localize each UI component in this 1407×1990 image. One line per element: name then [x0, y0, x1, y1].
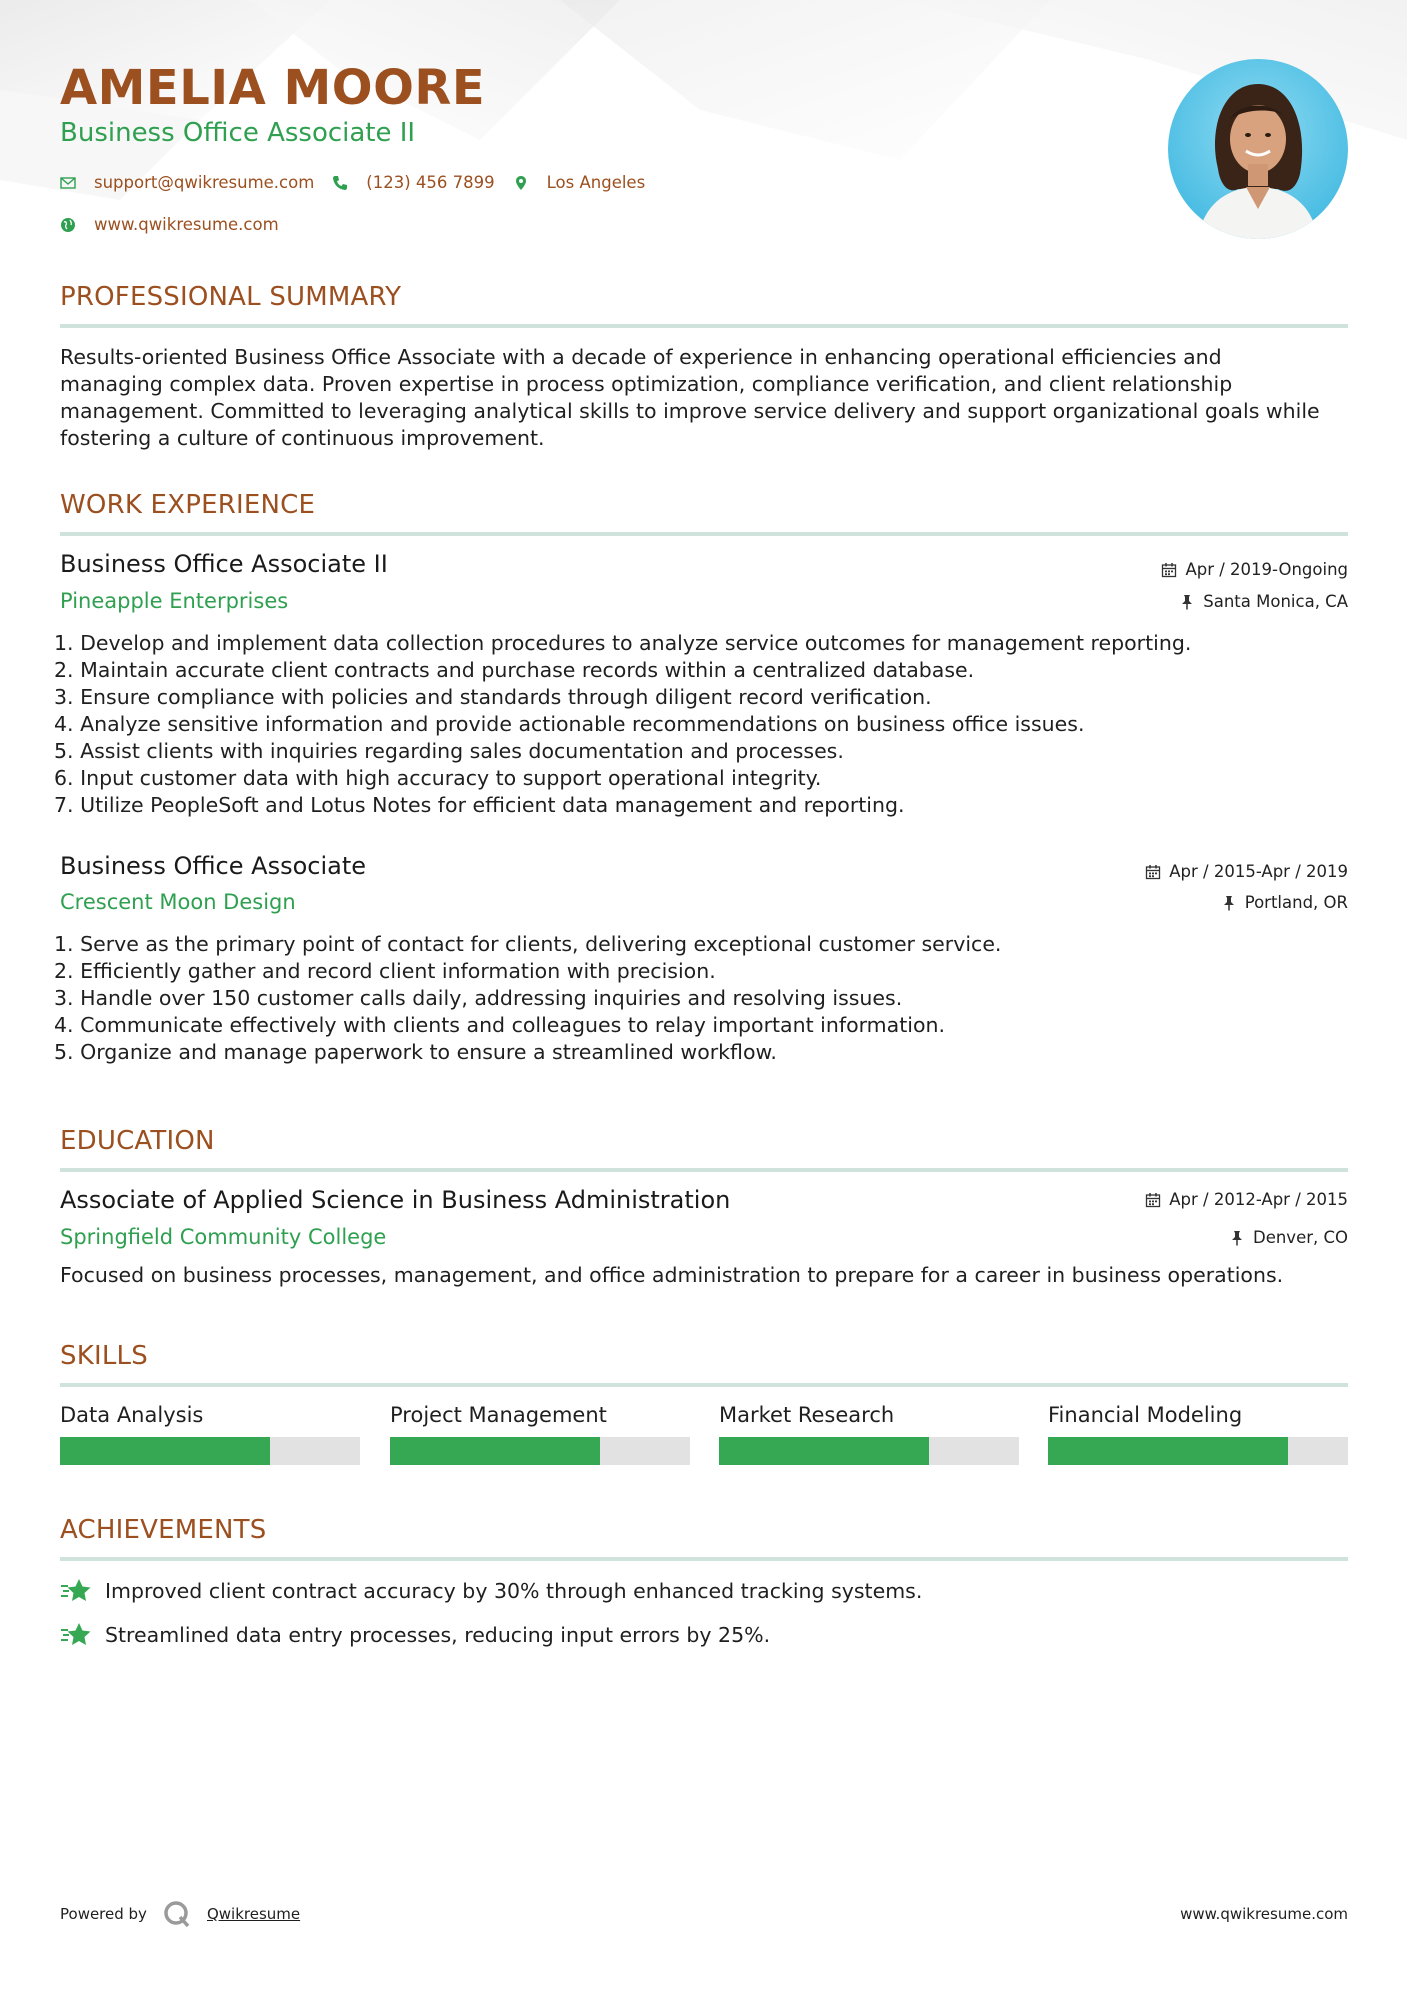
education-degree: Associate of Applied Science in Business Administration [60, 1186, 731, 1214]
job-location-text: Santa Monica, CA [1203, 592, 1348, 611]
job-responsibilities [54, 630, 1354, 819]
education-section-header [60, 1126, 1348, 1156]
contact-email[interactable]: support@qwikresume.com [94, 173, 315, 192]
job-dates [1161, 560, 1348, 579]
calendar-icon [1161, 562, 1177, 578]
skill-bar-fill [60, 1437, 270, 1465]
education-description: Focused on business processes, management, and office administration to prepare for a career in business operations. [60, 1263, 1284, 1287]
skill-name: Project Management [390, 1403, 607, 1427]
list-item: 3. Handle over 150 customer calls daily, addressing inquiries and resolving issues. [54, 986, 903, 1010]
achievement-text: Streamlined data entry processes, reducing input errors by 25%. [105, 1623, 771, 1647]
section-divider [60, 1383, 1348, 1387]
pushpin-icon [1229, 1230, 1245, 1246]
section-title: WORK EXPERIENCE [60, 490, 316, 520]
globe-icon [60, 217, 76, 233]
star-award-icon [60, 1577, 92, 1605]
skill-item [60, 1403, 360, 1427]
job-company: Pineapple Enterprises [60, 589, 289, 613]
envelope-icon [60, 175, 76, 191]
qwikresume-logo-icon [163, 1900, 191, 1928]
job-responsibilities [54, 931, 1354, 1066]
skill-name: Market Research [719, 1403, 895, 1427]
skill-bar-track [719, 1437, 1019, 1465]
job-location [1221, 893, 1348, 912]
experience-section-header [60, 490, 1348, 520]
list-item: 4. Analyze sensitive information and provide actionable recommendations on business office issues. [54, 712, 1085, 736]
footer-website[interactable]: www.qwikresume.com [1180, 1905, 1348, 1923]
map-marker-icon [513, 175, 529, 191]
profile-photo [1168, 59, 1348, 239]
job-dates [1145, 862, 1348, 881]
candidate-name: AMELIA MOORE [60, 60, 486, 116]
contact-phone[interactable]: (123) 456 7899 [366, 173, 495, 192]
pushpin-icon [1221, 895, 1237, 911]
education-dates [1145, 1190, 1348, 1209]
job-title: Business Office Associate [60, 852, 366, 880]
list-item: 4. Communicate effectively with clients and colleagues to relay important information. [54, 1013, 945, 1037]
list-item: 2. Efficiently gather and record client information with precision. [54, 959, 716, 983]
skill-bar-fill [719, 1437, 929, 1465]
contact-website[interactable]: www.qwikresume.com [94, 215, 279, 234]
footer-powered-by [60, 1900, 300, 1928]
list-item: 5. Assist clients with inquiries regarding sales documentation and processes. [54, 739, 844, 763]
list-item: 7. Utilize PeopleSoft and Lotus Notes for efficient data management and reporting. [54, 793, 905, 817]
achievement-item [60, 1621, 770, 1649]
skill-bar-track [1048, 1437, 1348, 1465]
achievements-section-header [60, 1515, 1348, 1545]
section-divider [60, 1557, 1348, 1561]
powered-by-label: Powered by [60, 1905, 147, 1923]
education-school: Springfield Community College [60, 1225, 387, 1249]
phone-icon [332, 175, 348, 191]
contact-location: Los Angeles [546, 173, 646, 192]
skill-item [719, 1403, 1019, 1427]
summary-line: managing complex data. Proven expertise in process optimization, compliance verification, and client relationship [60, 372, 1233, 396]
achievement-text: Improved client contract accuracy by 30% through enhanced tracking systems. [105, 1579, 923, 1603]
job-dates-text: Apr / 2019-Ongoing [1185, 560, 1348, 579]
list-item: 5. Organize and manage paperwork to ensure a streamlined workflow. [54, 1040, 777, 1064]
skill-bar-track [390, 1437, 690, 1465]
job-location-text: Portland, OR [1244, 893, 1348, 912]
brand-link[interactable]: Qwikresume [206, 1905, 301, 1923]
summary-line: fostering a culture of continuous improvement. [60, 426, 545, 450]
section-divider [60, 532, 1348, 536]
contact-row [60, 173, 663, 192]
education-location-text: Denver, CO [1252, 1228, 1348, 1247]
candidate-title: Business Office Associate II [60, 118, 416, 148]
skill-bar-fill [1048, 1437, 1288, 1465]
job-dates-text: Apr / 2015-Apr / 2019 [1169, 862, 1348, 881]
section-title: PROFESSIONAL SUMMARY [60, 282, 402, 312]
calendar-icon [1145, 1192, 1161, 1208]
summary-text [60, 344, 1350, 452]
calendar-icon [1145, 864, 1161, 880]
summary-section-header [60, 282, 1348, 312]
section-title: SKILLS [60, 1341, 148, 1371]
skill-name: Data Analysis [60, 1403, 204, 1427]
skill-bar-fill [390, 1437, 600, 1465]
skill-item [1048, 1403, 1348, 1427]
achievement-item [60, 1577, 922, 1605]
list-item: 2. Maintain accurate client contracts and purchase records within a centralized database. [54, 658, 975, 682]
job-location [1179, 592, 1348, 611]
summary-line: Results-oriented Business Office Associate with a decade of experience in enhancing operational efficiencies and [60, 345, 1222, 369]
list-item: 1. Develop and implement data collection procedures to analyze service outcomes for management reporting. [54, 631, 1192, 655]
skill-bar-track [60, 1437, 360, 1465]
education-location [1229, 1228, 1348, 1247]
job-company: Crescent Moon Design [60, 890, 296, 914]
pushpin-icon [1179, 594, 1195, 610]
star-award-icon [60, 1621, 92, 1649]
website-row [60, 215, 297, 234]
skill-name: Financial Modeling [1048, 1403, 1243, 1427]
list-item: 6. Input customer data with high accuracy to support operational integrity. [54, 766, 822, 790]
job-title: Business Office Associate II [60, 550, 388, 578]
section-divider [60, 324, 1348, 328]
education-dates-text: Apr / 2012-Apr / 2015 [1169, 1190, 1348, 1209]
section-title: EDUCATION [60, 1126, 215, 1156]
list-item: 3. Ensure compliance with policies and standards through diligent record verification. [54, 685, 932, 709]
skill-item [390, 1403, 690, 1427]
section-divider [60, 1168, 1348, 1172]
list-item: 1. Serve as the primary point of contact for clients, delivering exceptional customer service. [54, 932, 1002, 956]
summary-line: management. Committed to leveraging analytical skills to improve service delivery and support organizational goals while [60, 399, 1320, 423]
avatar [1168, 59, 1348, 239]
skills-section-header [60, 1341, 1348, 1371]
section-title: ACHIEVEMENTS [60, 1515, 267, 1545]
